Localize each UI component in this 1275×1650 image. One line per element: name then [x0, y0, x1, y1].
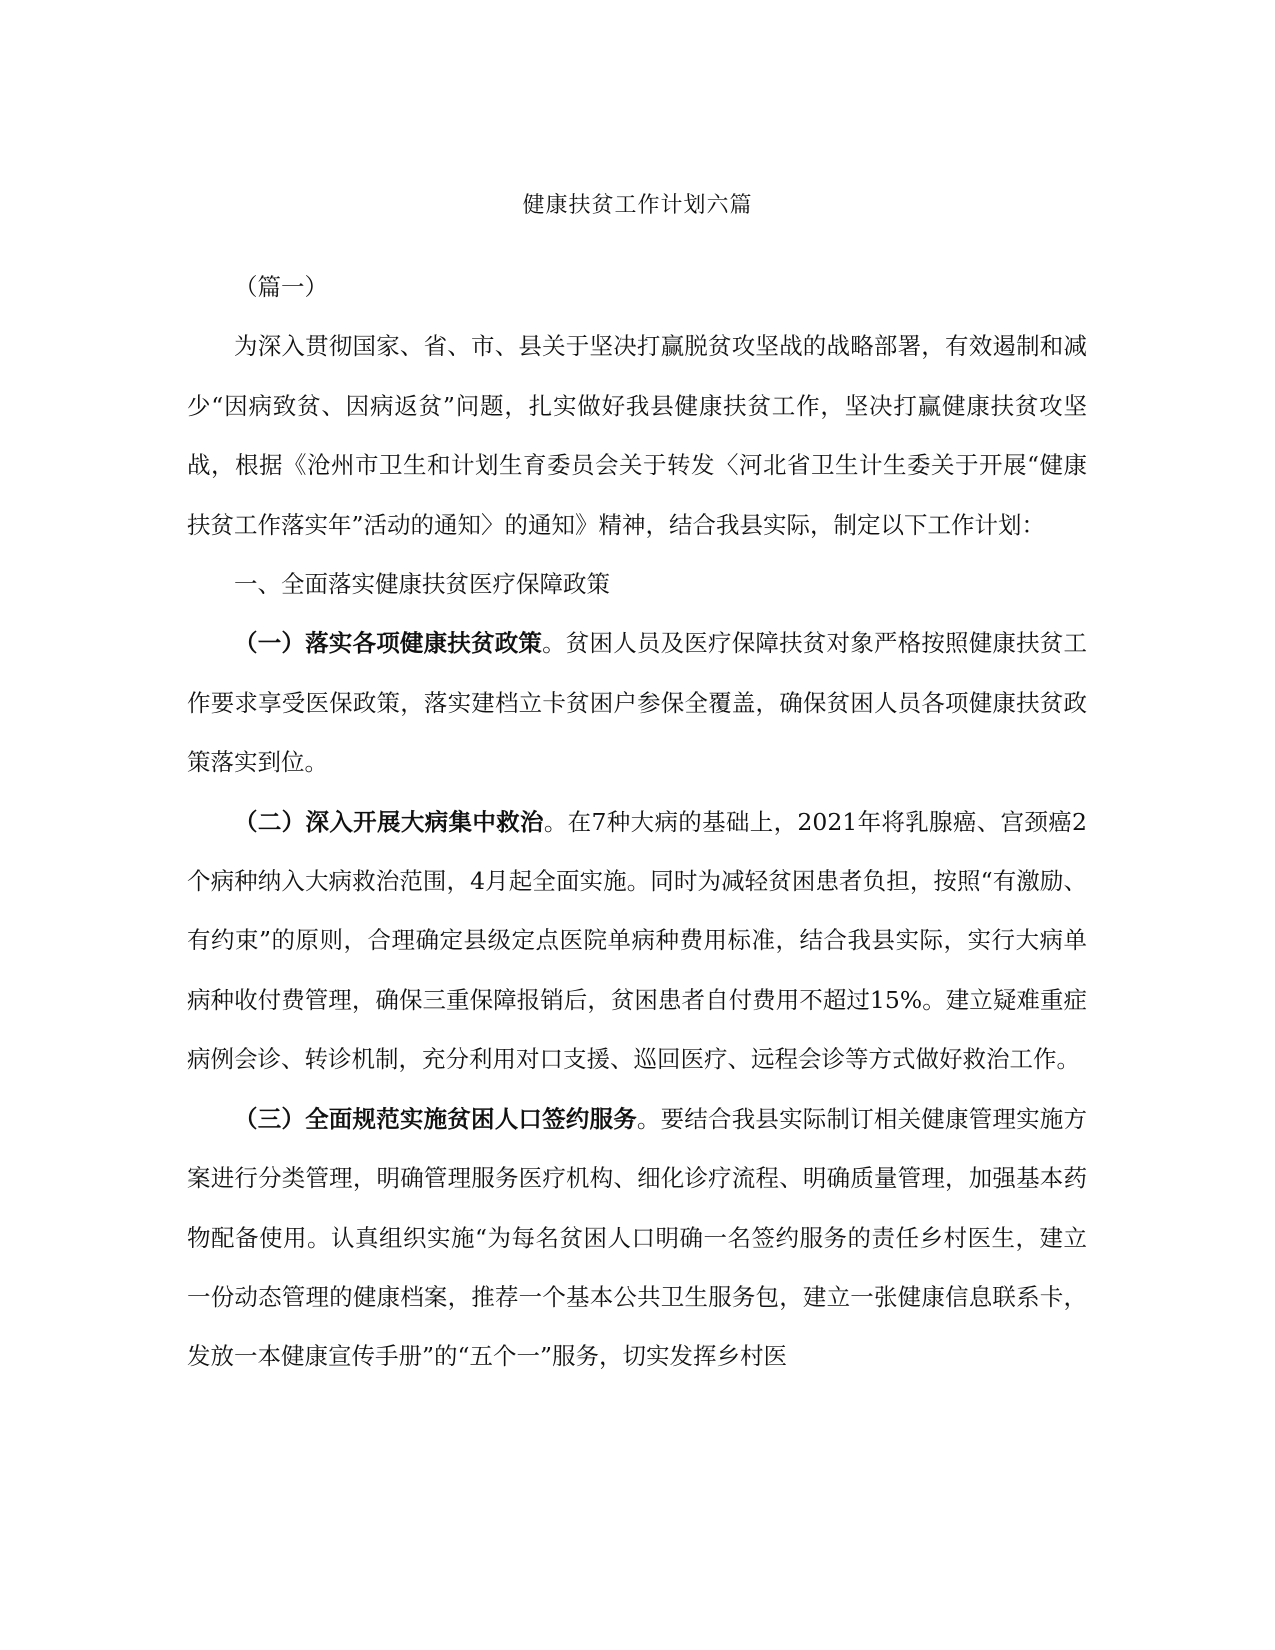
document-body: [187, 258, 1087, 1387]
item-paragraph: [187, 614, 1087, 792]
item-paragraph: [187, 1090, 1087, 1387]
intro-paragraph: 为深入贯彻国家、省、市、县关于坚决打赢脱贫攻坚战的战略部署，有效遏制和减少“因病致贫、因病返贫”问题，扎实做好我县健康扶贫工作，坚决打赢健康扶贫攻坚战，根据《沧州市卫生和计划生育委员会关于转发〈河北省卫生计生委关于开展“健康扶贫工作落实年”活动的通知〉的通知》精神，结合我县实际，制定以下工作计划：: [187, 332, 1087, 539]
part-label: （篇一）: [234, 273, 328, 301]
item-heading: （三）全面规范实施贫困人口签约服务: [234, 1104, 637, 1133]
item-paragraph: [187, 793, 1087, 1090]
item-text: 。在7种大病的基础上，2021年将乳腺癌、宫颈癌2个病种纳入大病救治范围，4月起全面实施。同时为减轻贫困患者负担，按照“有激励、有约束”的原则，合理确定县级定点医院单病种费用标准，结合我县实际，实行大病单病种收付费管理，确保三重保障报销后，贫困患者自付费用不超过15%。建立疑难重症病例会诊、转诊机制，充分利用对口支援、巡回医疗、远程会诊等方式做好救治工作。: [187, 807, 1088, 1074]
item-text: 。要结合我县实际制订相关健康管理实施方案进行分类管理，明确管理服务医疗机构、细化诊疗流程、明确质量管理，加强基本药物配备使用。认真组织实施“为每名贫困人口明确一名签约服务的责任乡村医生，建立一份动态管理的健康档案，推荐一个基本公共卫生服务包，建立一张健康信息联系卡，发放一本健康宣传手册”的“五个一”服务，切实发挥乡村医: [187, 1104, 1088, 1371]
item-heading: （一）落实各项健康扶贫政策: [234, 629, 543, 658]
section-heading: 一、全面落实健康扶贫医疗保障政策: [234, 570, 610, 599]
item-heading: （二）深入开展大病集中救治: [234, 807, 544, 836]
item-text: 。贫困人员及医疗保障扶贫对象严格按照健康扶贫工作要求享受医保政策，落实建档立卡贫困户参保全覆盖，确保贫困人员各项健康扶贫政策落实到位。: [187, 629, 1088, 777]
document-title: 健康扶贫工作计划六篇: [522, 193, 753, 218]
